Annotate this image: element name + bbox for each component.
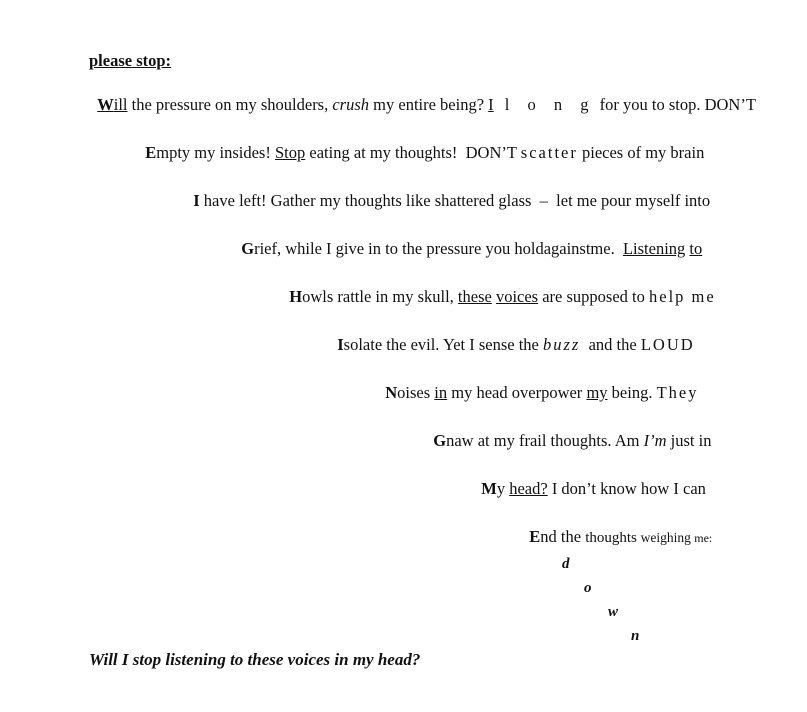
line-initial: H xyxy=(289,287,303,306)
weighing-word: weighing xyxy=(640,530,695,545)
listening-word: Listening xyxy=(622,239,686,258)
they-word: They xyxy=(656,383,699,402)
head-word: head? xyxy=(509,479,548,498)
line-initial: I xyxy=(193,191,200,210)
to-word: to xyxy=(689,239,703,258)
line-initial: Will xyxy=(97,95,128,114)
poem-line-4: Grief, while I give in to the pressure you holdagainstme. Listening to xyxy=(241,239,703,258)
loud-word: LOUD xyxy=(640,335,695,354)
in-word: in xyxy=(434,383,448,402)
voices-word: voices xyxy=(495,287,539,306)
poem-line-8: Gnaw at my frail thoughts. Am I’m just in xyxy=(433,431,712,450)
these-word: these xyxy=(457,287,492,306)
long-word: l o n g xyxy=(493,95,596,114)
down-letter-o: o xyxy=(584,580,592,596)
thoughts-word: thoughts xyxy=(585,530,641,546)
my-word: my xyxy=(586,383,608,402)
line-initial: N xyxy=(385,383,398,402)
line-initial: G xyxy=(433,431,447,450)
line-initial: M xyxy=(481,479,497,498)
i-initial: I xyxy=(488,95,494,114)
poem-line-5: Howls rattle in my skull, these voices are supposed to help me xyxy=(289,287,716,306)
poem-line-10: End the thoughts weighing me: xyxy=(529,527,713,546)
scatter-word: scatter xyxy=(520,143,578,162)
poem-line-2: Empty my insides! Stop eating at my thoughts! DON’T scatter pieces of my brain xyxy=(145,143,705,162)
buzz-word: buzz xyxy=(543,335,581,354)
line-initial: I xyxy=(337,335,344,354)
poem-line-3: I have left! Gather my thoughts like shattered glass – let me pour myself into xyxy=(193,191,711,210)
down-letter-w: w xyxy=(608,604,619,620)
line-initial: G xyxy=(241,239,255,258)
poem-title: please stop: xyxy=(89,51,172,70)
line-initial: E xyxy=(529,527,541,546)
down-letter-n: n xyxy=(631,628,640,644)
crush-word: crush xyxy=(332,95,370,114)
poem-line-7: Noises in my head overpower my being. They xyxy=(385,383,699,402)
line-initial: E xyxy=(145,143,157,162)
closing-line: Will I stop listening to these voices in my head? xyxy=(89,650,421,669)
im-word: I’m xyxy=(643,431,667,450)
help-me-word: help me xyxy=(649,287,716,306)
poem-line-1: Will the pressure on my shoulders, crush my entire being? I l o n g for you to stop. DON’T xyxy=(97,95,756,114)
poem-line-9: My head? I don’t know how I can xyxy=(481,479,706,498)
down-letter-d: d xyxy=(562,556,570,572)
poem-line-6: Isolate the evil. Yet I sense the buzz and the LOUD xyxy=(337,335,695,354)
me-word: me: xyxy=(694,531,713,545)
stop-word: Stop xyxy=(274,143,306,162)
